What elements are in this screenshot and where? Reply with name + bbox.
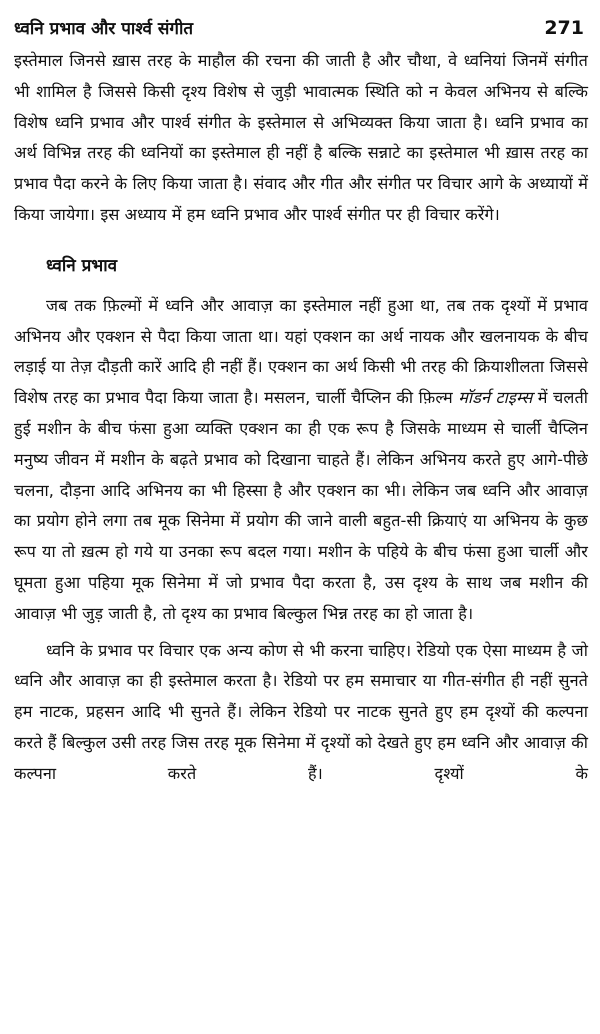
film-title: मॉडर्न टाइम्स <box>458 388 533 408</box>
running-header <box>14 10 588 46</box>
paragraph-3: ध्वनि के प्रभाव पर विचार एक अन्य कोण से भी करना चाहिए। रेडियो एक ऐसा माध्यम है जो ध्वनि और आवाज़ का ही इस्तेमाल करता है। रेडियो पर हम समाचार या गीत-संगीत ही नहीं सुनते हम नाटक, प्रहसन आदि भी सुनते हैं। लेकिन रेडियो पर नाटक सुनते हुए हम दृश्यों की कल्पना करते हैं बिल्कुल उसी तरह जिस तरह मूक सिनेमा में दृश्यों को देखते हुए हम ध्वनि और आवाज़ की कल्पना करते हैं। दृश्यों के <box>14 640 588 783</box>
section-heading: ध्वनि प्रभाव <box>46 255 118 276</box>
page-number: 271 <box>544 17 584 39</box>
paragraph-2-part-2: में चलती हुई मशीन के बीच फंसा हुआ व्यक्ति एक्शन का ही एक रूप है जिसके माध्यम से चार्ली चैप्लिन मनुष्य जीवन में मशीन के बढ़ते प्रभाव को दिखाना चाहते हैं। लेकिन अभिनय करते हुए आगे-पीछे चलना, दौड़ना आदि अभिनय का भी हिस्सा है और एक्शन का भी। लेकिन जब ध्वनि और आवाज़ का प्रयोग होने लगा तब मूक सिनेमा में प्रयोग की जाने वाली बहुत-सी क्रियाएं या अभिनय के कुछ रूप या तो ख़त्म हो गये या उनका रूप बदल गया। मशीन के पहिये के बीच फंसा हुआ चार्ली और घूमता हुआ पहिया मूक सिनेमा में जो प्रभाव पैदा करता है, उस दृश्य के साथ जब मशीन की आवाज़ भी जुड़ जाती है, तो दृश्य का प्रभाव बिल्कुल भिन्न तरह का हो जाता है। <box>14 388 588 623</box>
intro-paragraph: इस्तेमाल जिनसे ख़ास तरह के माहौल की रचना की जाती है और चौथा, वे ध्वनियां जिनमें संगीत भी शामिल है जिससे किसी दृश्य विशेष से जुड़ी भावात्मक स्थिति को न केवल अभिनय से बल्कि विशेष ध्वनि प्रभाव और पार्श्व संगीत के इस्तेमाल से अभिव्यक्त किया जाता है। ध्वनि प्रभाव का अर्थ विभिन्न तरह की ध्वनियों का इस्तेमाल ही नहीं है बल्कि सन्नाटे का इस्तेमाल भी ख़ास तरह का प्रभाव पैदा करने के लिए किया जाता है। संवाद और गीत और संगीत पर विचार आगे के अध्यायों में किया जायेगा। इस अध्याय में हम ध्वनि प्रभाव और पार्श्व संगीत पर ही विचार करेंगे। <box>14 51 588 224</box>
running-title: ध्वनि प्रभाव और पार्श्व संगीत <box>14 19 194 39</box>
paragraph-2 <box>14 291 588 630</box>
paragraph-2-part-1: जब तक फ़िल्मों में ध्वनि और आवाज़ का इस्तेमाल नहीं हुआ था, तब तक दृश्यों में प्रभाव अभिनय और एक्शन से पैदा किया जाता था। यहां एक्शन का अर्थ नायक और खलनायक के बीच लड़ाई या तेज़ दौड़ती कारें आदि ही नहीं हैं। एक्शन का अर्थ किसी भी तरह की क्रियाशीलता जिससे विशेष तरह का प्रभाव पैदा किया जाता है। मसलन, चार्ली चैप्लिन की फ़िल्म <box>14 295 588 408</box>
